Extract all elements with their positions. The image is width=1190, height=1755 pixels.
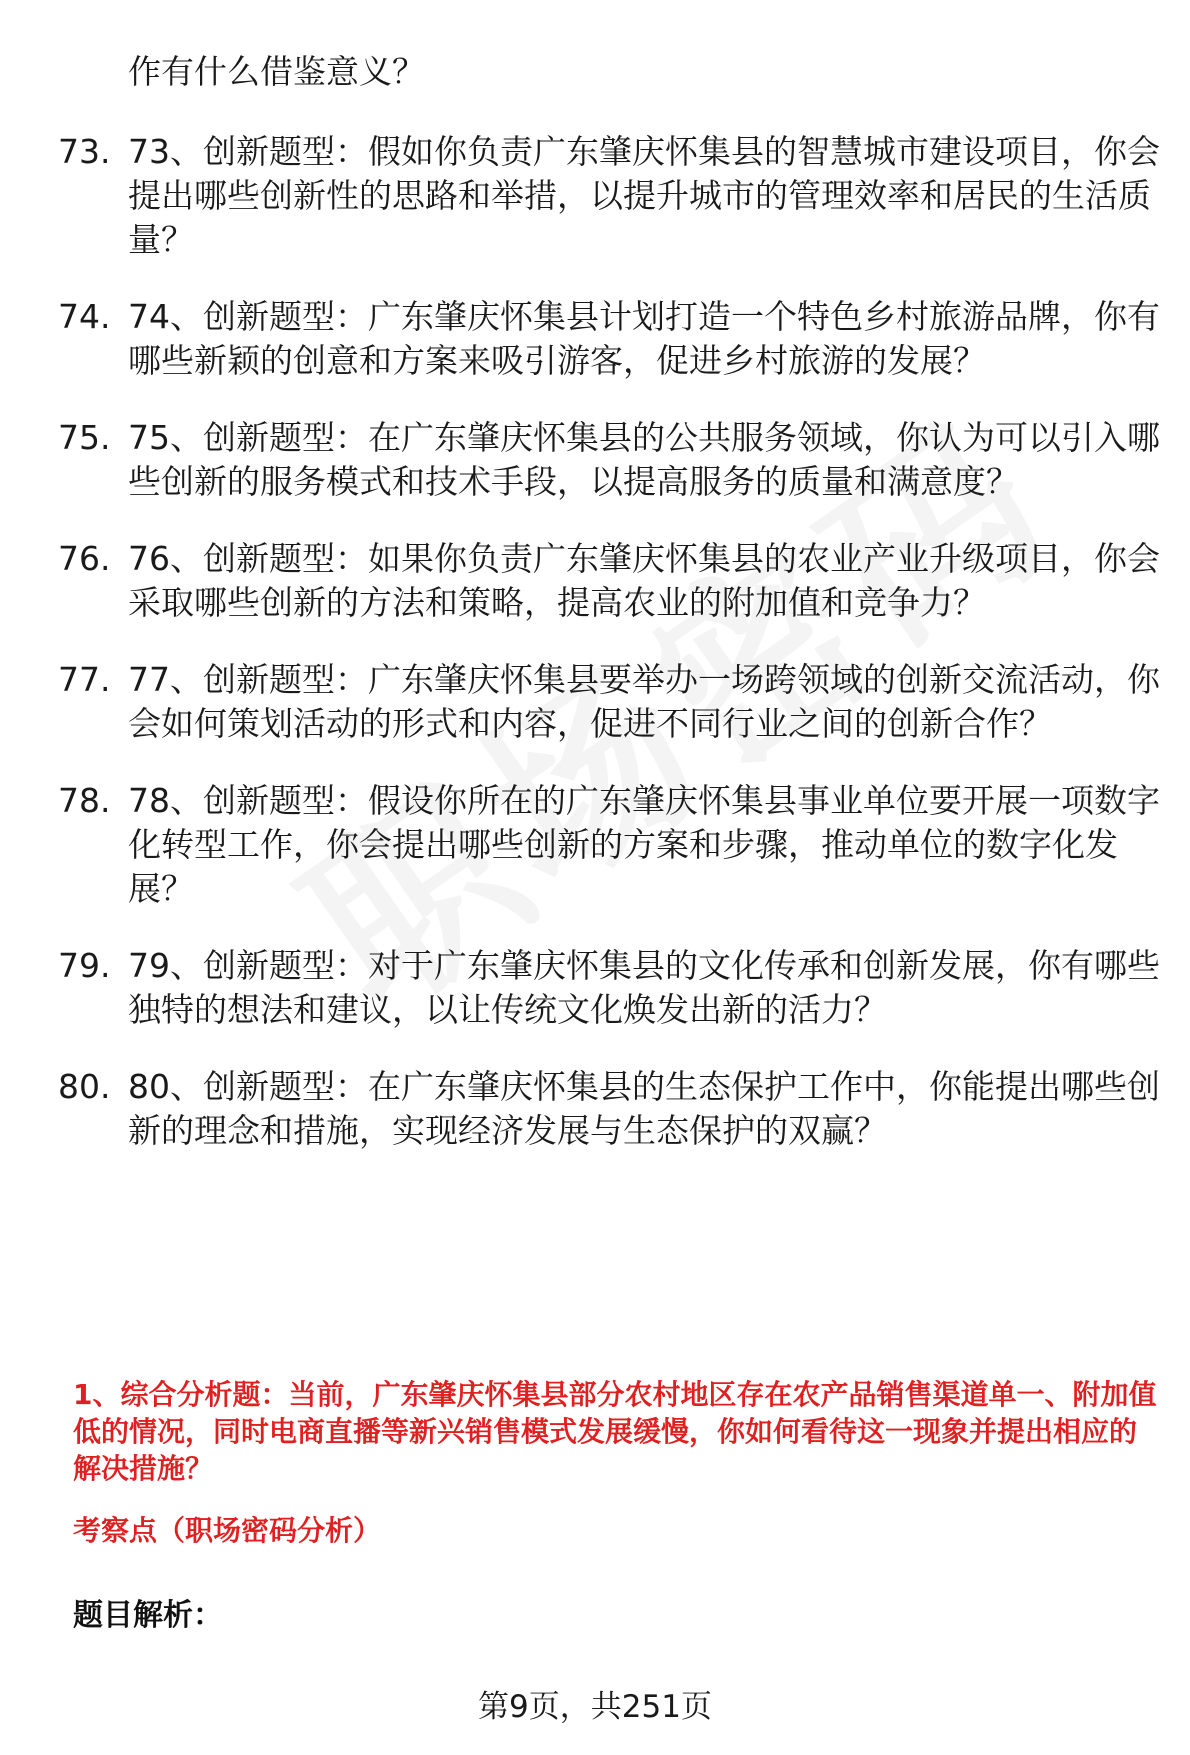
question-item — [58, 779, 1168, 911]
page-footer: 第9页，共251页 — [478, 1689, 712, 1725]
question-number: 75. — [58, 418, 111, 457]
question-number: 79. — [58, 946, 111, 985]
question-text: 73、创新题型：假如你负责广东肇庆怀集县的智慧城市建设项目，你会提出哪些创新性的思路和举措，以提升城市的管理效率和居民的生活质量？ — [128, 132, 1160, 259]
question-number: 80. — [58, 1067, 111, 1106]
question-item — [58, 658, 1168, 746]
question-text: 74、创新题型：广东肇庆怀集县计划打造一个特色乡村旅游品牌，你有哪些新颖的创意和方案来吸引游客，促进乡村旅游的发展？ — [128, 297, 1160, 380]
question-text: 78、创新题型：假设你所在的广东肇庆怀集县事业单位要开展一项数字化转型工作，你会提出哪些创新的方案和步骤，推动单位的数字化发展？ — [128, 781, 1160, 908]
continuation-line: 作有什么借鉴意义？ — [128, 52, 425, 91]
question-number: 74. — [58, 297, 111, 336]
question-text: 76、创新题型：如果你负责广东肇庆怀集县的农业产业升级项目，你会采取哪些创新的方法和策略，提高农业的附加值和竞争力？ — [128, 539, 1160, 622]
question-text: 79、创新题型：对于广东肇庆怀集县的文化传承和创新发展，你有哪些独特的想法和建议，以让传统文化焕发出新的活力？ — [128, 946, 1160, 1029]
kaocha-heading: 考察点（职场密码分析） — [73, 1514, 382, 1547]
question-item — [58, 944, 1168, 1032]
question-item — [58, 1065, 1168, 1153]
question-item — [58, 130, 1168, 262]
question-number: 77. — [58, 660, 111, 699]
question-list — [58, 130, 1168, 1186]
question-item — [58, 537, 1168, 625]
question-number: 78. — [58, 781, 111, 820]
question-text: 77、创新题型：广东肇庆怀集县要举办一场跨领域的创新交流活动，你会如何策划活动的形式和内容，促进不同行业之间的创新合作？ — [128, 660, 1160, 743]
jiexi-heading: 题目解析： — [73, 1598, 223, 1633]
question-number: 76. — [58, 539, 111, 578]
question-text: 80、创新题型：在广东肇庆怀集县的生态保护工作中，你能提出哪些创新的理念和措施，实现经济发展与生态保护的双赢？ — [128, 1067, 1160, 1150]
question-item — [58, 295, 1168, 383]
question-item — [58, 416, 1168, 504]
analysis-question: 1、综合分析题：当前，广东肇庆怀集县部分农村地区存在农产品销售渠道单一、附加值低的情况，同时电商直播等新兴销售模式发展缓慢，你如何看待这一现象并提出相应的解决措施？ — [73, 1378, 1157, 1485]
question-number: 73. — [58, 132, 111, 171]
question-text: 75、创新题型：在广东肇庆怀集县的公共服务领域，你认为可以引入哪些创新的服务模式和技术手段，以提高服务的质量和满意度？ — [128, 418, 1160, 501]
